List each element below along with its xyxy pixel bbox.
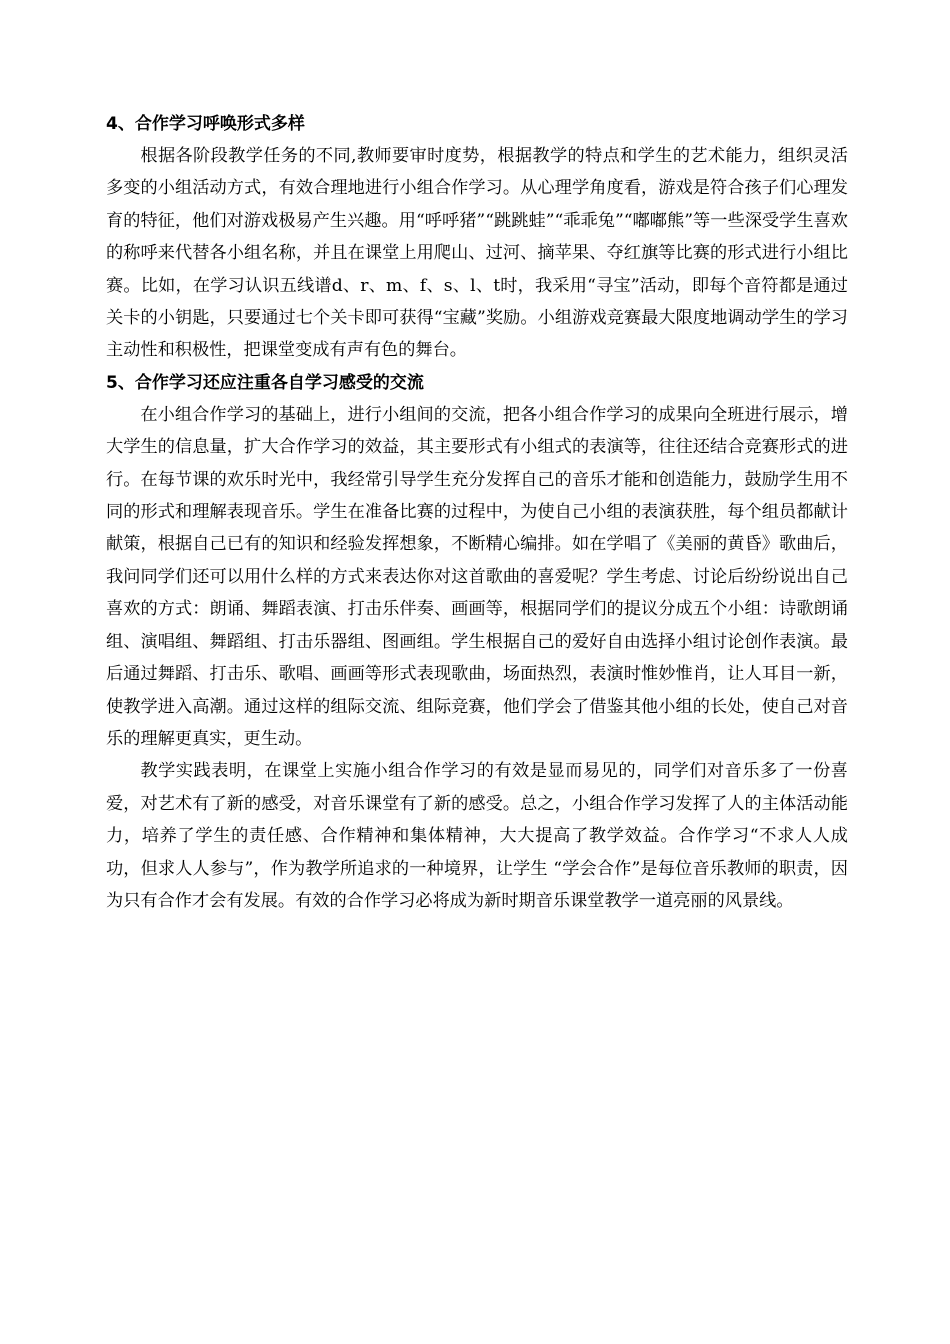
section-heading-5: 5、合作学习还应注重各自学习感受的交流 (106, 372, 424, 393)
section-heading-4: 4、合作学习呼唤形式多样 (106, 114, 305, 134)
document-page (106, 108, 848, 917)
section-4-paragraph-1: 根据各阶段教学任务的不同,教师要审时度势，根据教学的特点和学生的艺术能力，组织灵活多变的小组活动方式，有效合理地进行小组合作学习。从心理学角度看，游戏是符合孩子们心理发育的特征，他们对游戏极易产生兴趣。用“呼呼猪”“跳跳蛙”“乖乖兔”“嘟嘟熊”等一些深受学生喜欢的称呼来代替各小组名称，并且在课堂上用爬山、过河、摘苹果、夺红旗等比赛的形式进行小组比赛。比如，在学习认识五线谱d、r、m、f、s、l、t时，我采用“寻宝”活动，即每个音符都是通过关卡的小钥匙，只要通过七个关卡即可获得“宝藏”奖励。小组游戏竞赛最大限度地调动学生的学习主动性和积极性，把课堂变成有声有色的舞台。 (106, 146, 848, 361)
section-5-paragraph-2: 教学实践表明，在课堂上实施小组合作学习的有效是显而易见的，同学们对音乐多了一份喜爱，对艺术有了新的感受，对音乐课堂有了新的感受。总之，小组合作学习发挥了人的主体活动能力，培养了学生的责任感、合作精神和集体精神，大大提高了教学效益。合作学习“不求人人成功，但求人人参与”，作为教学所追求的一种境界，让学生 “学会合作”是每位音乐教师的职责，因为只有合作才会有发展。有效的合作学习必将成为新时期音乐课堂教学一道亮丽的风景线。 (106, 761, 848, 911)
section-5-paragraph-1: 在小组合作学习的基础上，进行小组间的交流，把各小组合作学习的成果向全班进行展示，增大学生的信息量，扩大合作学习的效益，其主要形式有小组式的表演等，往往还结合竞赛形式的进行。在每节课的欢乐时光中，我经常引导学生充分发挥自己的音乐才能和创造能力，鼓励学生用不同的形式和理解表现音乐。学生在准备比赛的过程中，为使自己小组的表演获胜，每个组员都献计献策，根据自己已有的知识和经验发挥想象，不断精心编排。如在学唱了《美丽的黄昏》歌曲后，我问同学们还可以用什么样的方式来表达你对这首歌曲的喜爱呢？学生考虑、讨论后纷纷说出自己喜欢的方式：朗诵、舞蹈表演、打击乐伴奏、画画等，根据同学们的提议分成五个小组：诗歌朗诵组、演唱组、舞蹈组、打击乐器组、图画组。学生根据自己的爱好自由选择小组讨论创作表演。最后通过舞蹈、打击乐、歌唱、画画等形式表现歌曲，场面热烈，表演时惟妙惟肖，让人耳目一新，使教学进入高潮。通过这样的组际交流、组际竞赛，他们学会了借鉴其他小组的长处，使自己对音乐的理解更真实，更生动。 (106, 404, 848, 749)
